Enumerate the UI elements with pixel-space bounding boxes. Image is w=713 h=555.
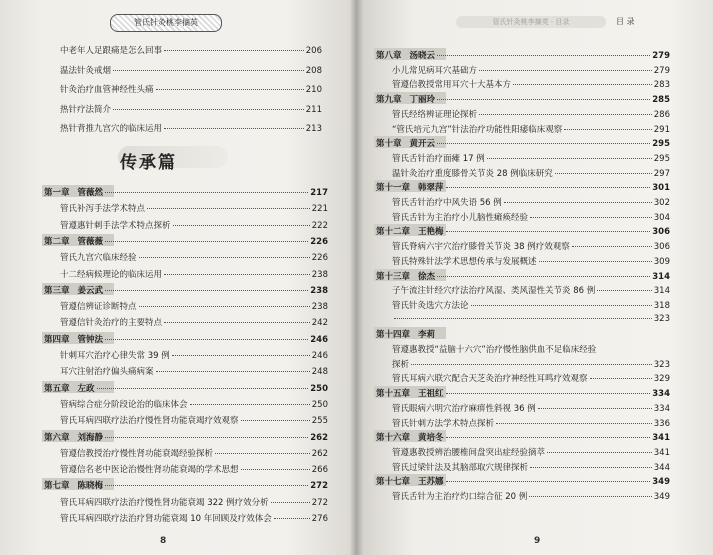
dot-leader bbox=[564, 129, 651, 130]
chapter-number: 第十六章 bbox=[376, 433, 411, 444]
toc-entry-row bbox=[60, 300, 328, 312]
toc-entry-row bbox=[392, 490, 670, 502]
toc-page-number: 208 bbox=[305, 65, 322, 76]
toc-page-number: 341 bbox=[653, 447, 670, 458]
toc-entry-row bbox=[60, 447, 328, 459]
dot-leader bbox=[105, 485, 308, 486]
toc-entry-title: 管遵信针灸治疗的主要特点 bbox=[60, 318, 163, 329]
toc-page-number: 301 bbox=[652, 183, 670, 194]
toc-page-number: 279 bbox=[652, 51, 670, 61]
dot-leader bbox=[529, 496, 652, 497]
toc-page-number: 309 bbox=[653, 256, 670, 267]
toc-entry-row bbox=[392, 299, 670, 311]
toc-page-number: 242 bbox=[311, 318, 328, 329]
toc-page-number: 246 bbox=[311, 351, 328, 361]
toc-page-number: 238 bbox=[311, 269, 328, 280]
toc-entry-row bbox=[392, 446, 670, 458]
dot-leader bbox=[139, 257, 310, 258]
dot-leader bbox=[446, 437, 651, 438]
toc-entry-title: 管遵信名老中医论治慢性肾功能衰竭的学术思想 bbox=[60, 465, 239, 476]
toc-entry-title: 管遵信教授常用耳穴十大基本方 bbox=[392, 80, 512, 91]
toc-entry-row bbox=[60, 64, 322, 76]
chapter-number: 第五章 bbox=[44, 383, 70, 394]
right-page-number: 9 bbox=[534, 536, 541, 546]
toc-entry-row bbox=[392, 167, 670, 179]
toc-page-number: 272 bbox=[311, 497, 328, 508]
toc-page-number: 262 bbox=[311, 448, 328, 459]
dot-leader bbox=[437, 55, 650, 56]
dot-leader bbox=[539, 261, 652, 262]
toc-page-number: 222 bbox=[311, 220, 328, 231]
toc-entry-title: “管氏培元九宫”针法治疗功能性阳痿临床观察 bbox=[392, 124, 563, 135]
toc-entry-title: 管氏耳病四联疗法治疗肾功能衰竭 10 年回顾及疗效体会 bbox=[60, 514, 272, 524]
dot-leader bbox=[437, 143, 650, 144]
toc-entry-title: 管氏九宫穴临床经验 bbox=[60, 253, 137, 264]
dot-leader bbox=[164, 322, 310, 323]
toc-page-number: 283 bbox=[653, 80, 670, 91]
toc-chapter-row bbox=[376, 387, 670, 399]
toc-page-number: 314 bbox=[653, 286, 670, 297]
chapter-number: 第十一章 bbox=[376, 183, 411, 194]
toc-entry-row bbox=[60, 268, 328, 280]
dot-leader bbox=[105, 437, 308, 438]
toc-chapter-row bbox=[44, 431, 328, 443]
toc-page-number: 295 bbox=[653, 153, 670, 164]
dot-leader bbox=[241, 469, 310, 470]
chapter-author: 姜云武 bbox=[77, 285, 104, 296]
toc-page-number: 217 bbox=[310, 188, 328, 198]
toc-page-number: 266 bbox=[311, 465, 328, 476]
toc-entry-row bbox=[392, 240, 670, 252]
toc-entry-title: 管氏舌针为主治疗灼口综合征 20 例 bbox=[392, 492, 528, 502]
dot-leader bbox=[113, 70, 304, 71]
toc-entry-row bbox=[60, 251, 328, 263]
toc-entry-row bbox=[60, 103, 322, 115]
toc-entry-row bbox=[392, 314, 670, 324]
toc-page-number: 226 bbox=[310, 236, 328, 247]
toc-entry-title: 小儿常见病耳穴基础方 bbox=[392, 65, 478, 76]
dot-leader bbox=[555, 173, 652, 174]
toc-entry-row bbox=[392, 417, 670, 429]
chapter-number: 第十三章 bbox=[376, 271, 411, 282]
toc-page-number: 246 bbox=[310, 334, 328, 345]
toc-entry-title: 管遵惠教授辨治腰椎间盘突出症经验摘萃 bbox=[392, 447, 546, 458]
toc-page-number: 336 bbox=[653, 418, 670, 429]
chapter-number: 第六章 bbox=[44, 432, 70, 443]
right-running-header: 管氏针灸桃李摘英 · 目录 bbox=[456, 16, 606, 28]
toc-page-number: 291 bbox=[653, 124, 670, 135]
toc-page-number: 286 bbox=[653, 109, 670, 120]
chapter-number: 第二章 bbox=[44, 236, 70, 247]
dot-leader bbox=[394, 318, 652, 319]
toc-entry-row bbox=[392, 343, 670, 355]
dot-leader bbox=[97, 388, 309, 389]
chapter-number: 第十五章 bbox=[376, 389, 411, 400]
chapter-number: 第十四章 bbox=[376, 330, 411, 341]
toc-chapter-row bbox=[44, 284, 328, 296]
toc-page-number: 295 bbox=[652, 139, 670, 150]
dot-leader bbox=[274, 518, 310, 519]
dot-leader bbox=[530, 217, 652, 218]
dot-leader bbox=[496, 423, 652, 424]
chapter-number: 第八章 bbox=[376, 51, 402, 61]
dot-leader bbox=[164, 274, 310, 275]
toc-entry-title: 探析 bbox=[392, 359, 410, 370]
toc-page-number: 329 bbox=[653, 374, 670, 385]
dot-leader bbox=[437, 99, 650, 100]
dot-leader bbox=[530, 467, 652, 468]
toc-entry-row bbox=[392, 123, 670, 135]
toc-chapter-row bbox=[376, 49, 670, 61]
chapter-number: 第四章 bbox=[44, 334, 70, 345]
dot-leader bbox=[471, 305, 652, 306]
dot-leader bbox=[190, 404, 310, 405]
chapter-author: 左政 bbox=[77, 383, 95, 394]
toc-entry-title: 热针背推九宫穴的临床运用 bbox=[60, 124, 163, 134]
toc-entry-row bbox=[60, 496, 328, 508]
toc-entry-title: 热针疗法简介 bbox=[60, 104, 112, 115]
dot-leader bbox=[215, 453, 310, 454]
toc-entry-row bbox=[60, 414, 328, 426]
toc-entry-row bbox=[392, 196, 670, 208]
chapter-author: 徐杰 bbox=[418, 271, 436, 282]
right-page bbox=[356, 0, 713, 555]
dot-leader bbox=[446, 231, 651, 232]
dot-leader bbox=[156, 89, 304, 90]
toc-page-number: 302 bbox=[653, 198, 670, 208]
dot-leader bbox=[105, 241, 308, 242]
toc-entry-title: 管氏针灸选穴方法论 bbox=[392, 300, 469, 311]
chapter-number: 第三章 bbox=[44, 285, 70, 296]
dot-leader bbox=[105, 192, 308, 193]
right-header-title: 目 录 bbox=[616, 17, 635, 26]
dot-leader bbox=[547, 452, 652, 453]
toc-entry-title: 管氏耳病六联穴配合天芝灸治疗神经性耳鸣疗效观察 bbox=[392, 374, 588, 385]
toc-page-number: 323 bbox=[653, 359, 670, 370]
toc-chapter-row bbox=[376, 431, 670, 443]
toc-entry-row bbox=[60, 349, 328, 361]
dot-leader bbox=[411, 364, 652, 365]
toc-page-number: 250 bbox=[311, 399, 328, 410]
toc-entry-title: 管氏耳病四联疗法治疗慢性肾功能衰竭疗效观察 bbox=[60, 416, 239, 427]
left-page-number: 8 bbox=[160, 536, 167, 546]
dot-leader bbox=[437, 276, 650, 277]
dot-leader bbox=[164, 128, 304, 129]
toc-entry-row bbox=[392, 402, 670, 414]
toc-entry-row bbox=[392, 108, 670, 120]
toc-page-number: 279 bbox=[653, 65, 670, 76]
toc-chapter-row bbox=[44, 186, 328, 198]
toc-entry-row bbox=[392, 211, 670, 223]
chapter-number: 第七章 bbox=[44, 481, 70, 492]
toc-entry-title: 管氏耳病四联疗法治疗慢性肾功能衰竭 322 例疗效分析 bbox=[60, 497, 269, 508]
dot-leader bbox=[597, 290, 652, 291]
toc-page-number: 255 bbox=[311, 416, 328, 427]
dot-leader bbox=[172, 355, 310, 356]
toc-page-number: 349 bbox=[652, 477, 670, 488]
toc-entry-title: 管氏舌针为主治疗小儿脑性瘫痪经验 bbox=[392, 212, 529, 223]
toc-entry-row bbox=[60, 316, 328, 328]
toc-page-number: 304 bbox=[653, 212, 670, 223]
dot-leader bbox=[479, 70, 652, 71]
toc-entry-title: 温法针灸戒烟 bbox=[60, 65, 112, 76]
chapter-author: 管薇薇 bbox=[77, 236, 104, 247]
chapter-number: 第一章 bbox=[44, 188, 70, 198]
dot-leader bbox=[479, 114, 652, 115]
toc-page-number: 306 bbox=[653, 242, 670, 253]
toc-page-number: 341 bbox=[652, 433, 670, 444]
dot-leader bbox=[446, 481, 651, 482]
toc-page-number: 349 bbox=[653, 492, 670, 502]
toc-entry-title: 管病综合症分阶段论治的临床体会 bbox=[60, 399, 188, 410]
toc-chapter-row bbox=[44, 382, 328, 394]
toc-page-number: 323 bbox=[653, 313, 670, 324]
toc-page-number: 314 bbox=[652, 271, 670, 282]
toc-page-number: 210 bbox=[305, 85, 322, 95]
toc-entry-title: 管氏舌针治疗面瘫 17 例 bbox=[392, 153, 485, 164]
dot-leader bbox=[173, 225, 310, 226]
chapter-author: 韩翠萍 bbox=[418, 183, 444, 194]
toc-page-number: 334 bbox=[653, 403, 670, 414]
dot-leader bbox=[113, 109, 304, 110]
toc-page-number: 344 bbox=[653, 462, 670, 473]
dot-leader bbox=[147, 208, 310, 209]
toc-page-number: 334 bbox=[652, 389, 670, 400]
toc-entry-title: 子午流注针经穴疗法治疗风湿、类风湿性关节炎 86 例 bbox=[392, 286, 596, 297]
toc-page-number: 238 bbox=[311, 302, 328, 313]
toc-entry-row bbox=[392, 78, 670, 90]
toc-entry-row bbox=[60, 398, 328, 410]
toc-entry-title: 管氏眼病六明穴治疗麻痹性斜视 36 例 bbox=[392, 403, 536, 414]
chapter-number: 第十章 bbox=[376, 139, 402, 150]
toc-entry-title: 温针灸治疗重度膝骨关节炎 28 例临床研究 bbox=[392, 168, 553, 179]
toc-page-number: 272 bbox=[310, 481, 328, 492]
chapter-author: 刘海静 bbox=[77, 432, 104, 443]
toc-chapter-row bbox=[376, 93, 670, 105]
toc-entry-row bbox=[392, 284, 670, 296]
toc-entry-row bbox=[392, 372, 670, 384]
toc-page-number: 318 bbox=[653, 300, 670, 311]
chapter-author: 管钟法 bbox=[77, 334, 104, 345]
toc-entry-title: 十二经病候理论的临床运用 bbox=[60, 269, 163, 280]
toc-entry-row bbox=[392, 152, 670, 164]
toc-entry-title: 管遵惠针刺手法学术特点探析 bbox=[60, 220, 171, 231]
dot-leader bbox=[241, 420, 310, 421]
toc-entry-title: 管氏脊病六宇穴治疗膝骨关节炎 38 例疗效观察 bbox=[392, 242, 570, 253]
toc-entry-title: 中老年人足跟痛是怎么回事 bbox=[60, 46, 163, 56]
toc-chapter-row bbox=[376, 137, 670, 149]
chapter-author: 王苏娜 bbox=[418, 477, 444, 488]
toc-chapter-row bbox=[376, 270, 670, 282]
toc-entry-title: 管氏针刺方法学术特点探析 bbox=[392, 418, 495, 429]
toc-entry-row bbox=[60, 365, 328, 377]
dot-leader bbox=[590, 378, 652, 379]
toc-page-number: 276 bbox=[311, 514, 328, 524]
dot-leader bbox=[446, 393, 651, 394]
chapter-number: 第九章 bbox=[376, 95, 402, 106]
toc-entry-row bbox=[60, 463, 328, 475]
toc-page-number: 213 bbox=[305, 124, 322, 134]
chapter-author: 王艳梅 bbox=[418, 227, 444, 238]
chapter-author: 汤晓云 bbox=[409, 51, 436, 61]
toc-entry-title: 针刺耳穴治疗心律失常 39 例 bbox=[60, 351, 170, 361]
toc-page-number: 238 bbox=[310, 285, 328, 296]
dot-leader bbox=[164, 50, 304, 51]
chapter-author: 李莉 bbox=[418, 330, 436, 341]
dot-leader bbox=[446, 187, 651, 188]
toc-chapter-row bbox=[44, 235, 328, 247]
dot-leader bbox=[487, 158, 652, 159]
toc-entry-title: 管遵惠教授“益脑十六穴”治疗慢性脑供血不足临床经验 bbox=[392, 345, 597, 355]
toc-entry-row bbox=[60, 122, 322, 134]
dot-leader bbox=[271, 502, 310, 503]
toc-entry-title: 管遵信辨证诊断特点 bbox=[60, 302, 137, 313]
toc-chapter-row bbox=[44, 479, 328, 491]
dot-leader bbox=[156, 371, 310, 372]
left-running-header: 管氏针灸桃李摘英 bbox=[110, 14, 222, 32]
toc-page-number: 211 bbox=[305, 104, 322, 115]
toc-page-number: 285 bbox=[652, 95, 670, 106]
dot-leader bbox=[139, 306, 310, 307]
toc-chapter-row bbox=[44, 333, 328, 345]
toc-page-number: 221 bbox=[311, 204, 328, 215]
toc-entry-title: 耳穴注射治疗偏头痛病案 bbox=[60, 367, 154, 378]
toc-page-number: 262 bbox=[310, 432, 328, 443]
toc-entry-title: 管氏补泻手法学术特点 bbox=[60, 204, 146, 215]
chapter-author: 丁丽玲 bbox=[409, 95, 436, 106]
dot-leader bbox=[513, 84, 652, 85]
toc-entry-title: 管氏经络辨证理论探析 bbox=[392, 109, 478, 120]
chapter-number: 第十七章 bbox=[376, 477, 411, 488]
left-page bbox=[0, 0, 355, 555]
toc-page-number: 226 bbox=[311, 253, 328, 264]
toc-entry-row bbox=[392, 461, 670, 473]
toc-entry-title: 管遵信教授治疗慢性肾功能衰竭经验探析 bbox=[60, 448, 214, 459]
toc-entry-row bbox=[60, 219, 328, 231]
toc-page-number: 250 bbox=[310, 383, 328, 394]
toc-entry-title: 管氏特殊针法学术思想传承与发展概述 bbox=[392, 256, 537, 267]
chapter-number: 第十二章 bbox=[376, 227, 411, 238]
toc-page-number: 306 bbox=[652, 227, 670, 238]
toc-entry-title: 针灸治疗血管神经性头痛 bbox=[60, 85, 154, 95]
toc-entry-row bbox=[60, 44, 322, 56]
toc-page-number: 206 bbox=[305, 46, 322, 56]
dot-leader bbox=[538, 408, 652, 409]
dot-leader bbox=[572, 246, 652, 247]
toc-page-number: 248 bbox=[311, 367, 328, 378]
toc-chapter-row bbox=[376, 475, 670, 487]
chapter-author: 陈晓梅 bbox=[77, 481, 104, 492]
toc-chapter-row bbox=[376, 328, 670, 340]
toc-entry-row bbox=[60, 202, 328, 214]
chapter-author: 黄开云 bbox=[409, 139, 436, 150]
toc-entry-row bbox=[60, 83, 322, 95]
toc-entry-row bbox=[392, 64, 670, 76]
toc-page-number: 297 bbox=[653, 168, 670, 179]
chapter-author: 管薇然 bbox=[77, 188, 104, 198]
dot-leader bbox=[504, 202, 652, 203]
chapter-author: 王祖红 bbox=[418, 389, 444, 400]
toc-chapter-row bbox=[376, 225, 670, 237]
toc-entry-row bbox=[392, 255, 670, 267]
dot-leader bbox=[105, 339, 308, 340]
toc-chapter-row bbox=[376, 181, 670, 193]
toc-entry-title: 管氏过梁针法及其脑部取穴规律探析 bbox=[392, 462, 529, 473]
toc-entry-row bbox=[392, 358, 670, 370]
chapter-author: 黄培冬 bbox=[418, 433, 444, 444]
section-title: 传承篇 bbox=[120, 153, 177, 173]
dot-leader bbox=[105, 290, 308, 291]
toc-entry-row bbox=[60, 512, 328, 524]
toc-entry-title: 管氏舌针治疗中风失语 56 例 bbox=[392, 198, 502, 208]
